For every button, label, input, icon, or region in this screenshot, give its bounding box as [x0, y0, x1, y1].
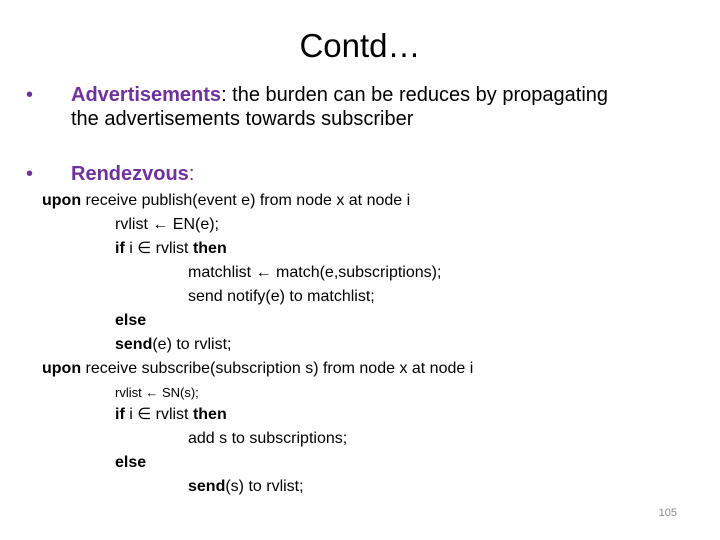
keyword-else: else [115, 454, 147, 471]
keyword-then: then [192, 240, 227, 257]
code-text: matchlist ← match(e,subscriptions); [188, 264, 442, 281]
keyword-if: if [115, 240, 125, 257]
code-line-upon-publish [42, 189, 410, 213]
code-line-send-notify [188, 285, 375, 309]
bullet-advertisements [26, 83, 608, 131]
slide-title: Contd… [299, 27, 421, 64]
bullet-colon: : [188, 163, 195, 185]
code-text: receive subscribe(subscription s) from node x at node i [81, 360, 474, 377]
keyword-upon: upon [42, 192, 82, 209]
code-line-else [115, 309, 146, 333]
code-line-matchlist [188, 261, 441, 285]
bullet-term: Rendezvous [71, 163, 189, 185]
bullet-line-1: : the burden can be reduces by propagating [221, 84, 609, 106]
code-text: i ∈ rvlist [124, 406, 193, 423]
bullet-dot: • [26, 163, 34, 185]
keyword-upon: upon [42, 360, 82, 377]
code-text: i ∈ rvlist [124, 240, 193, 257]
page-number: 105 [658, 507, 677, 519]
keyword-send: send [115, 336, 153, 353]
code-line-if-then-2 [115, 403, 227, 427]
code-text: send notify(e) to matchlist; [188, 288, 375, 305]
code-line-send-rvlist [115, 333, 231, 357]
code-line-add-subscription [188, 427, 347, 451]
code-line-rvlist-en [115, 213, 219, 237]
keyword-send: send [188, 478, 226, 495]
keyword-if: if [115, 406, 125, 423]
code-text: (s) to rvlist; [225, 478, 304, 495]
code-text: receive publish(event e) from node x at node i [81, 192, 411, 209]
code-text: (e) to rvlist; [152, 336, 232, 353]
code-text: rvlist ← EN(e); [115, 216, 219, 233]
keyword-then: then [192, 406, 227, 423]
bullet-term: Advertisements [71, 84, 222, 106]
bullet-text [26, 162, 194, 186]
bullet-rendezvous [26, 162, 194, 186]
code-text: rvlist ← SN(s); [115, 385, 199, 400]
bullet-dot: • [26, 84, 34, 106]
code-line-if-then [115, 237, 227, 261]
code-text: add s to subscriptions; [188, 430, 348, 447]
code-line-send-s [188, 475, 304, 499]
bullet-line-2: the advertisements towards subscriber [71, 108, 414, 130]
bullet-text [26, 83, 608, 131]
code-line-upon-subscribe [42, 357, 473, 381]
code-line-else-2 [115, 451, 146, 475]
keyword-else: else [115, 312, 147, 329]
code-line-rvlist-sn [115, 381, 199, 405]
